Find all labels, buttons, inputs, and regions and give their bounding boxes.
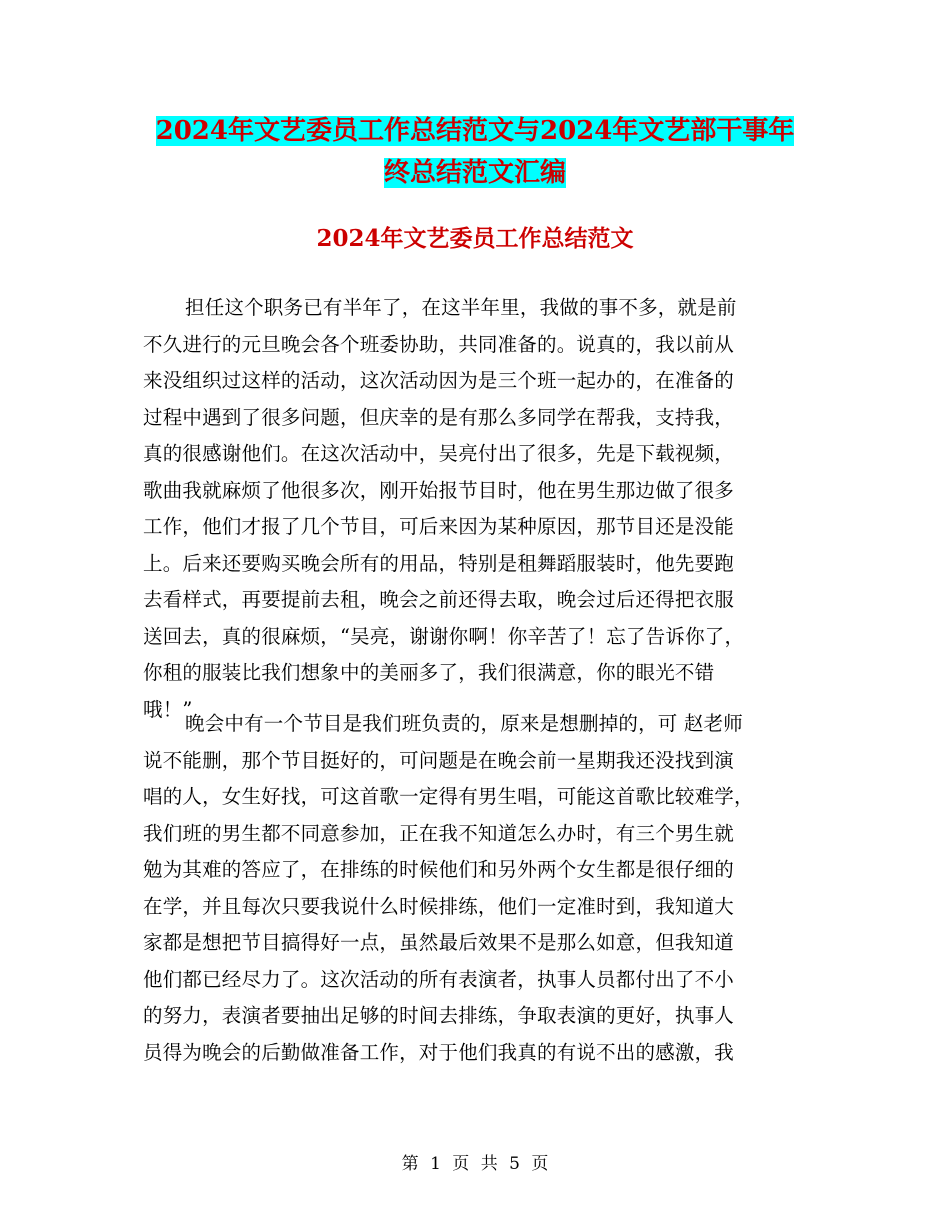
paragraph-1-line: 工作，他们才报了几个节目，可后来因为某种原因，那节目还是没能 xyxy=(143,515,735,538)
paragraph-1-line: 真的很感谢他们。在这次活动中，吴亮付出了很多，先是下载视频， xyxy=(143,442,735,465)
paragraph-2-line: 说不能删，那个节目挺好的，可问题是在晚会前一星期我还没找到演 xyxy=(143,748,735,772)
paragraph-2-line: 勉为其难的答应了，在排练的时候他们和另外两个女生都是很仔细的 xyxy=(143,858,735,881)
document-title-highlight-1: 2024年文艺委员工作总结范文与2024年文艺部干事年 xyxy=(155,116,795,146)
paragraph-1-line: 去看样式，再要提前去租，晚会之前还得去取，晚会过后还得把衣服 xyxy=(143,588,735,611)
paragraph-2-line: 家都是想把节目搞得好一点，虽然最后效果不是那么如意，但我知道 xyxy=(143,931,735,954)
paragraph-2 xyxy=(143,706,808,1071)
document-title-line-1 xyxy=(0,112,950,150)
paragraph-2-line: 在学，并且每次只要我说什么时候排练，他们一定准时到，我知道大 xyxy=(143,894,735,918)
paragraph-2-line: 我们班的男生都不同意参加，正在我不知道怎么办时，有三个男生就 xyxy=(143,821,735,845)
paragraph-1-line: 担任这个职务已有半年了，在这半年里，我做的事不多，就是前 xyxy=(185,296,737,319)
paragraph-1-line: 送回去，真的很麻烦，“吴亮，谢谢你啊！你辛苦了！忘了告诉你了， xyxy=(143,624,745,648)
paragraph-1 xyxy=(143,290,808,728)
paragraph-1-line: 歌曲我就麻烦了他很多次，刚开始报节目时，他在男生那边做了很多 xyxy=(143,478,735,502)
paragraph-1-line: 不久进行的元旦晚会各个班委协助，共同准备的。说真的，我以前从 xyxy=(143,332,735,356)
paragraph-2-line: 他们都已经尽力了。这次活动的所有表演者，执事人员都付出了不小 xyxy=(143,967,735,991)
paragraph-1-line: 上。后来还要购买晚会所有的用品，特别是租舞蹈服装时，他先要跑 xyxy=(143,551,735,575)
paragraph-1-line: 哦！” xyxy=(143,697,193,721)
paragraph-1-line: 你租的服装比我们想象中的美丽多了，我们很满意，你的眼光不错 xyxy=(143,661,715,684)
paragraph-1-line: 过程中遇到了很多问题，但庆幸的是有那么多同学在帮我，支持我， xyxy=(143,405,735,429)
page-footer: 第 1 页 共 5 页 xyxy=(401,1154,549,1174)
paragraph-2-line: 晚会中有一个节目是我们班负责的，原来是想删掉的，可 赵老师 xyxy=(185,712,743,735)
document-title-line-2 xyxy=(0,154,950,192)
paragraph-2-line: 的努力，表演者要抽出足够的时间去排练，争取表演的更好，执事人 xyxy=(143,1004,735,1027)
section-title: 2024年文艺委员工作总结范文 xyxy=(316,225,634,252)
paragraph-1-line: 来没组织过这样的活动，这次活动因为是三个班一起办的，在准备的 xyxy=(143,369,735,392)
paragraph-2-line: 员得为晚会的后勤做准备工作，对于他们我真的有说不出的感激，我 xyxy=(143,1040,735,1064)
document-title-highlight-2: 终总结范文汇编 xyxy=(383,158,566,188)
paragraph-2-line: 唱的人，女生好找，可这首歌一定得有男生唱，可能这首歌比较难学， xyxy=(143,785,754,808)
